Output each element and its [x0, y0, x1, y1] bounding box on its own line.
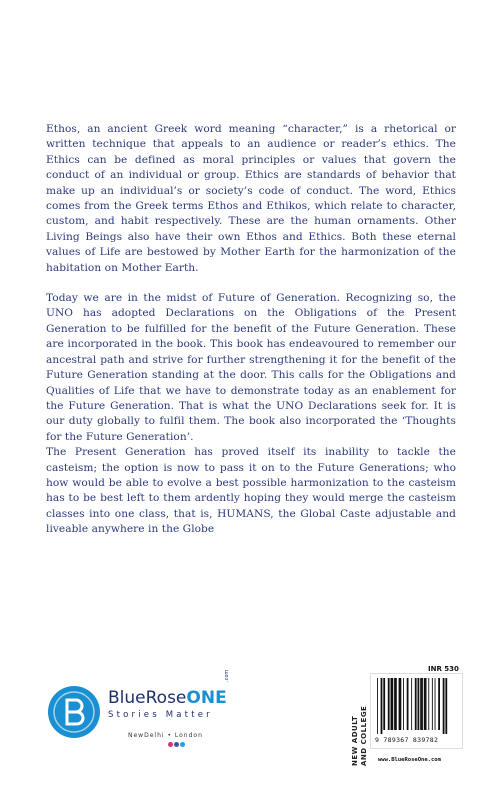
barcode-bar — [403, 678, 404, 730]
barcode-bar — [394, 678, 397, 730]
barcode-bar — [381, 678, 383, 734]
publisher-website: www.BlueRoseOne.com — [378, 757, 441, 763]
genre-line-2: AND COLLEGE — [360, 705, 368, 766]
paragraph-future-generation: Today we are in the midst of Future of Generation. Recognizing so, the UNO has adopted Declarations on the Obligations of the Present Generation to be fulfilled for the benefit of the Future Generation. These are incorporated in the book. This book has endeavoured to remember our ancestral path and strive for further strengthening it for the benefit of the Future Generation standing at the door. This calls for the Obligations and Qualities of Life that we have to demonstrate today as an enablement for the Future Generation. That is what the UNO Declarations seek for. It is our duty globally to fulfil them. The book also incorporated the ‘Thoughts for the Future Generation’. — [46, 292, 456, 443]
publisher-name — [108, 688, 227, 708]
barcode-bar — [428, 678, 429, 730]
barcode-bar — [415, 678, 417, 730]
social-icons — [168, 742, 185, 747]
barcode-bar — [399, 678, 402, 730]
barcode-bar — [443, 678, 445, 734]
barcode-bar — [445, 678, 447, 734]
genre-label — [351, 656, 369, 766]
price-label: INR 530 — [428, 665, 459, 673]
barcode-bar — [391, 678, 394, 730]
instagram-icon — [168, 742, 173, 747]
bluerose-logo-icon — [48, 686, 100, 738]
isbn-number: 9 789367 839782 — [375, 736, 439, 744]
barcode-bar — [407, 678, 409, 730]
paragraph-ethos: Ethos, an ancient Greek word meaning “character,” is a rhetorical or written technique that appeals to an audience or reader’s ethics. The Ethics can be defined as moral principles or values that govern the conduct of an individual or group. Ethics are standards of behavior that make up an individual’s or society’s code of conduct. The word, Ethics comes from the Greek terms Ethos and Ethikos, which relate to character, custom, and habit respectively. These are the human ornaments. Other Living Beings also have their own Ethos and Ethics. Both these eternal values of Life are bestowed by Mother Earth for the harmonization of the habitation on Mother Earth. — [46, 123, 456, 274]
publisher-block — [48, 669, 248, 762]
paragraph-casteism: The Present Generation has proved itself its inability to tackle the casteism; the option is now to pass it on to the Future Generations; who how would be able to evolve a best possible harmonization to the casteism has to be best left to them ardently hoping they would merge the casteism classes into one class, that is, HUMANS, the Global Caste adjustable and liveable anywhere in the Globe — [46, 446, 456, 536]
publisher-name-accent: ONE — [186, 688, 227, 708]
barcode-bar — [383, 678, 385, 730]
barcode-bar — [418, 678, 420, 730]
genre-line-1: NEW ADULT — [351, 715, 359, 766]
barcode-bar — [420, 678, 423, 730]
barcode-bar — [432, 678, 433, 730]
isbn-barcode — [370, 673, 463, 749]
publisher-domain-suffix: .com — [224, 669, 230, 682]
barcode-bar — [435, 678, 436, 730]
barcode-icon — [375, 678, 459, 734]
back-cover-text — [46, 122, 456, 538]
barcode-bar — [377, 678, 378, 734]
barcode-bar — [424, 678, 427, 730]
publisher-tagline: Stories Matter — [108, 710, 213, 720]
twitter-icon — [180, 742, 185, 747]
publisher-name-main: BlueRose — [108, 688, 187, 708]
barcode-bar — [388, 678, 390, 730]
publisher-cities: NewDelhi • London — [128, 732, 203, 739]
barcode-bar — [438, 678, 440, 730]
barcode-bar — [411, 678, 412, 730]
facebook-icon — [174, 742, 179, 747]
